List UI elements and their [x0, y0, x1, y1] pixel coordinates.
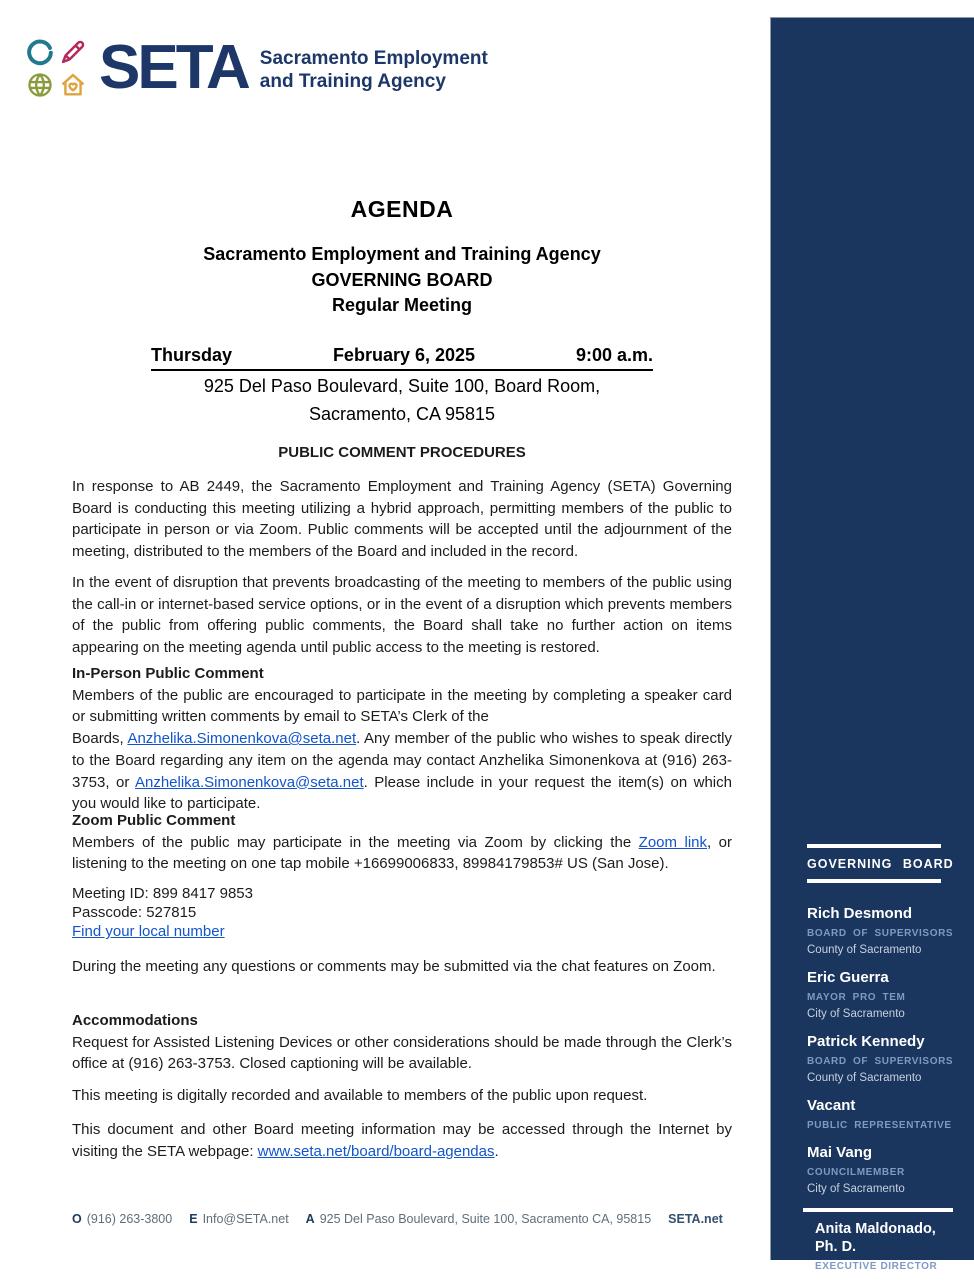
director-name: Anita Maldonado, Ph. D. — [815, 1221, 936, 1255]
house-heart-icon — [59, 71, 89, 101]
logo-tagline — [260, 47, 488, 93]
member-role: BOARD OF SUPERVISORS — [807, 928, 954, 939]
in-person-text: Members of the public are encouraged to participate in the meeting by completing a speaker card or submitting written comments by email to SETA’s Clerk of the — [72, 686, 732, 726]
pencil-icon — [59, 38, 89, 68]
member-org: City of Sacramento — [807, 1183, 905, 1195]
accommodations-section — [72, 1010, 732, 1075]
member-role: BOARD OF SUPERVISORS — [807, 1056, 954, 1067]
zoom-text: Members of the public may participate in the meeting via Zoom by clicking the — [72, 833, 639, 851]
meeting-time: 9:00 a.m. — [575, 344, 653, 365]
meeting-date: February 6, 2025 — [332, 344, 476, 365]
logo-tagline-line1: Sacramento Employment — [259, 47, 488, 69]
footer-email — [189, 1212, 288, 1226]
member-org: County of Sacramento — [807, 1072, 922, 1084]
member-org: County of Sacramento — [807, 944, 922, 956]
meeting-id: Meeting ID: 899 8417 9853 — [72, 885, 253, 903]
zoom-text: , or listening to the meeting on one tap mobile +16699006833, 89984179853# US (San Jose). — [72, 833, 732, 873]
seta-logo — [26, 32, 488, 102]
web-note-text: This document and other Board meeting information may be accessed through the Internet by visiting the SETA webpage: — [72, 1121, 732, 1160]
member-name: Eric Guerra — [807, 969, 889, 986]
director-role: EXECUTIVE DIRECTOR — [815, 1261, 938, 1272]
zoom-comment-section — [72, 810, 732, 941]
accommodations-paragraph: Request for Assisted Listening Devices or other considerations should be made through the Clerk’s office at (916) 263-3753. Closed captioning will be available. — [72, 1033, 732, 1073]
clerk-email-link[interactable]: Anzhelika.Simonenkova@seta.net — [134, 773, 364, 791]
clerk-email-link[interactable]: Anzhelika.Simonenkova@seta.net — [127, 730, 357, 748]
footer-phone — [72, 1212, 172, 1226]
meeting-address-line2: Sacramento, CA 95815 — [308, 403, 496, 424]
meeting-datetime-row — [151, 345, 653, 371]
board-member-list — [807, 905, 960, 1196]
governing-board-sidebar — [770, 17, 974, 1272]
board-agendas-link[interactable]: www.seta.net/board/board-agendas — [257, 1142, 495, 1160]
footer-address-value: 925 Del Paso Boulevard, Suite 100, Sacramento CA, 95815 — [319, 1212, 652, 1226]
web-note-section — [72, 1119, 732, 1162]
member-role: MAYOR PRO TEM — [807, 992, 906, 1003]
logo-wordmark: SETA — [99, 32, 248, 102]
logo-tagline-line2: and Training Agency — [259, 70, 446, 92]
globe-icon — [26, 71, 56, 101]
meeting-day: Thursday — [151, 344, 233, 365]
public-comment-procedures-section — [72, 444, 732, 659]
meeting-address-line1: 925 Del Paso Boulevard, Suite 100, Board Room, — [203, 375, 601, 396]
ring-icon — [26, 38, 56, 68]
passcode: Passcode: 527815 — [72, 904, 197, 922]
executive-director-block — [807, 1212, 960, 1281]
board-member — [807, 969, 960, 1021]
procedures-paragraph-1: In response to AB 2449, the Sacramento Employment and Training Agency (SETA) Governing Board is conducting this meeting utilizing a hybrid approach, permitting members of the public to participate in person or via Zoom. Public comments will be accepted until the adjournment of the meeting, distributed to the members of the Board and included in the record. — [72, 478, 732, 561]
page-title: AGENDA — [350, 196, 454, 222]
recording-note-section — [72, 1085, 732, 1107]
page-footer — [72, 1212, 723, 1226]
section-heading-zoom: Zoom Public Comment — [72, 812, 236, 829]
procedures-paragraph-2: In the event of disruption that prevents broadcasting of the meeting to members of the public using the call-in or internet-based service options, or in the event of a disruption which prevents members of the public from offering public comments, the Board shall take no further action on items appearing on the meeting agenda until public access to the meeting is restored. — [72, 573, 732, 656]
footer-email-label: E — [189, 1212, 198, 1226]
sidebar-rule-top — [807, 844, 941, 848]
member-role: PUBLIC REPRESENTATIVE — [807, 1120, 952, 1131]
section-heading-procedures: PUBLIC COMMENT PROCEDURES — [278, 444, 526, 461]
logo-icon-grid — [26, 38, 89, 101]
document-header — [72, 196, 732, 427]
chat-note-section — [72, 956, 732, 978]
zoom-paragraph — [72, 832, 732, 875]
web-note-paragraph — [72, 1119, 732, 1162]
agency-name: Sacramento Employment and Training Agency — [203, 244, 601, 264]
board-member — [807, 1144, 960, 1196]
find-local-number-link[interactable]: Find your local number — [72, 923, 225, 941]
footer-phone-value: (916) 263-3800 — [86, 1212, 173, 1226]
member-role: COUNCILMEMBER — [807, 1167, 905, 1178]
in-person-paragraph — [72, 685, 732, 815]
member-name: Vacant — [807, 1097, 856, 1114]
member-name: Patrick Kennedy — [807, 1033, 925, 1050]
member-org: City of Sacramento — [807, 1008, 905, 1020]
board-name: GOVERNING BOARD — [311, 269, 493, 290]
footer-phone-label: O — [72, 1212, 82, 1226]
footer-address-label: A — [305, 1212, 315, 1226]
chat-note: During the meeting any questions or comments may be submitted via the chat features on Zoom. — [72, 958, 716, 975]
in-person-text: Boards, — [72, 730, 128, 748]
zoom-meeting-info — [72, 884, 732, 941]
footer-email-value: Info@SETA.net — [202, 1212, 289, 1226]
board-member — [807, 1033, 960, 1085]
web-note-text: . — [494, 1142, 499, 1160]
section-heading-in-person: In-Person Public Comment — [72, 665, 264, 682]
board-member — [807, 905, 960, 957]
sidebar-heading: GOVERNING BOARD — [807, 857, 954, 871]
sidebar-divider — [803, 1281, 953, 1285]
recording-note: This meeting is digitally recorded and available to members of the public upon request. — [72, 1087, 648, 1104]
section-heading-accommodations: Accommodations — [72, 1012, 198, 1029]
in-person-comment-section — [72, 663, 732, 815]
board-member — [807, 1097, 960, 1132]
sidebar-rule-bottom — [807, 879, 941, 883]
in-person-text: . Any member of the public who wishes to speak directly to the Board regarding any item on the agenda may contact Anzhelika Simonenkova at (916) 263-3753, or — [72, 730, 732, 791]
member-name: Rich Desmond — [807, 905, 913, 922]
footer-address — [306, 1212, 652, 1226]
footer-website: SETA.net — [668, 1212, 723, 1226]
zoom-meeting-link[interactable]: Zoom link — [638, 833, 707, 851]
in-person-text: . Please include in your request the item(s) on which you would like to participate. — [72, 773, 732, 813]
meeting-type: Regular Meeting — [331, 295, 473, 315]
member-name: Mai Vang — [807, 1144, 873, 1161]
